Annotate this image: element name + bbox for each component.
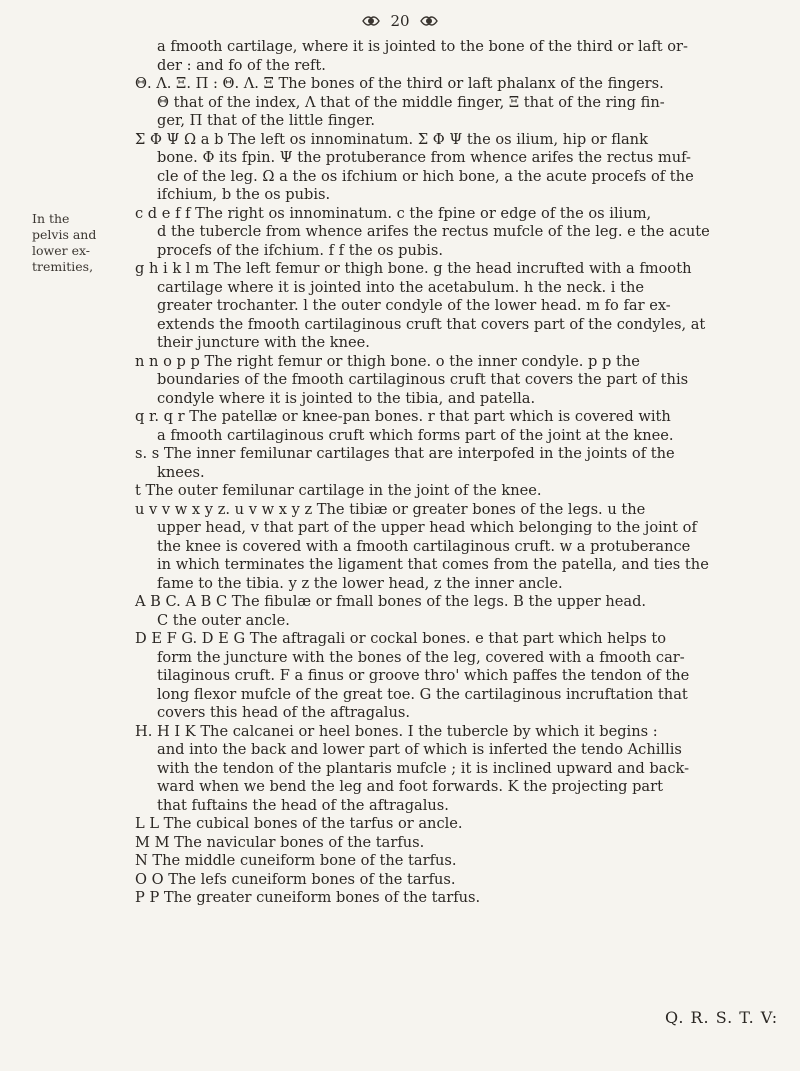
text-line: M M The navicular bones of the tarfus. [135, 833, 425, 851]
text-line: upper head, v that part of the upper head which belonging to the joint of [157, 519, 697, 536]
text-line: s. s The inner femilunar cartilages that are interpofed in the joints of the [135, 445, 675, 462]
text-line: in which terminates the ligament that comes from the patella, and ties the [157, 556, 709, 573]
text-line: A B C. A B C The fibulæ or fmall bones of the legs. B the upper head. [135, 593, 647, 610]
catchword: Q. R. S. T. V: [665, 1008, 779, 1027]
text-line: t The outer femilunar cartilage in the joint of the knee. [135, 482, 542, 499]
fleuron-icon [420, 13, 438, 29]
text-line: cartilage where it is jointed into the acetabulum. h the neck. i the [157, 278, 644, 296]
text-line: their juncture with the knee. [157, 334, 370, 351]
text-line: P P The greater cuneiform bones of the tarfus. [135, 889, 481, 906]
page-number: 20 [390, 12, 410, 30]
text-line: with the tendon of the plantaris mufcle ; it is inclined upward and back- [157, 759, 690, 777]
text-line: form the juncture with the bones of the leg, covered with a fmooth car- [157, 648, 685, 666]
text-line: ward when we bend the leg and foot forwards. K the projecting part [157, 778, 663, 795]
margin-note-line: lower ex- [32, 243, 91, 258]
text-line: N The middle cuneiform bone of the tarfus. [135, 852, 457, 869]
text-line: extends the fmooth cartilaginous cruft that covers part of the condyles, at [157, 315, 706, 333]
text-line: c d e f f The right os innominatum. c the fpine or edge of the os ilium, [135, 204, 652, 222]
page-header [0, 10, 800, 31]
text-line: a fmooth cartilage, where it is jointed to the bone of the third or laft or- [157, 38, 688, 55]
text-line: L L The cubical bones of the tarfus or ancle. [135, 815, 463, 832]
text-line: d the tubercle from whence arifes the rectus mufcle of the leg. e the acute [157, 223, 710, 240]
text-line: the knee is covered with a fmooth cartilaginous cruft. w a protuberance [157, 537, 691, 555]
margin-note-line: tremities, [32, 259, 94, 274]
text-line: cle of the leg. Ω a the os ifchium or hich bone, a the acute procefs of the [157, 167, 694, 185]
text-line: H. H I K The calcanei or heel bones. I the tubercle by which it begins : [135, 722, 658, 740]
fleuron-icon [362, 13, 380, 29]
text-line: that fuftains the head of the aftragalus. [157, 796, 449, 814]
margin-note-line: pelvis and [32, 227, 97, 242]
text-line: ifchium, b the os pubis. [157, 186, 331, 203]
body-text [135, 38, 765, 908]
text-line: covers this head of the aftragalus. [157, 704, 410, 721]
text-line: procefs of the ifchium. f f the os pubis. [157, 241, 444, 259]
text-line: C the outer ancle. [157, 611, 290, 629]
text-line: Θ. Λ. Ξ. Π : Θ. Λ. Ξ The bones of the third or laft phalanx of the fingers. [135, 75, 664, 92]
text-line: greater trochanter. l the outer condyle of the lower head. m fo far ex- [157, 297, 671, 314]
margin-note-line: In the [32, 211, 70, 226]
text-line: boundaries of the fmooth cartilaginous cruft that covers the part of this [157, 371, 689, 388]
text-line: u v v w x y z. u v w x y z The tibiæ or greater bones of the legs. u the [135, 500, 646, 518]
margin-note [32, 211, 98, 275]
text-line: long flexor mufcle of the great toe. G the cartilaginous incruftation that [157, 685, 688, 703]
text-line: Σ Φ Ψ Ω a b The left os innominatum. Σ Φ Ψ the os ilium, hip or flank [135, 130, 648, 148]
text-line: knees. [157, 463, 205, 481]
text-line: and into the back and lower part of which is inferted the tendo Achillis [157, 741, 682, 758]
text-line: D E F G. D E G The aftragali or cockal bones. e that part which helps to [135, 630, 666, 647]
text-line: bone. Φ its fpin. Ψ the protuberance from whence arifes the rectus muf- [157, 149, 691, 166]
text-line: q r. q r The patellæ or knee-pan bones. r that part which is covered with [135, 408, 671, 425]
text-line: O O The lefs cuneiform bones of the tarfus. [135, 870, 456, 888]
text-line: condyle where it is jointed to the tibia, and patella. [157, 389, 536, 407]
text-line: fame to the tibia. y z the lower head, z the inner ancle. [157, 574, 563, 592]
text-line: n n o p p The right femur or thigh bone. o the inner condyle. p p the [135, 352, 640, 370]
text-line: Θ that of the index, Λ that of the middle finger, Ξ that of the ring fin- [157, 93, 665, 111]
text-line: tilaginous cruft. F a finus or groove thro' which paffes the tendon of the [157, 667, 690, 684]
text-line: ger, Π that of the little finger. [157, 112, 375, 129]
text-line: a fmooth cartilaginous cruft which forms part of the joint at the knee. [157, 426, 674, 444]
text-line: g h i k l m The left femur or thigh bone. g the head incrufted with a fmooth [135, 260, 692, 277]
text-line: der : and fo of the reft. [157, 56, 326, 74]
